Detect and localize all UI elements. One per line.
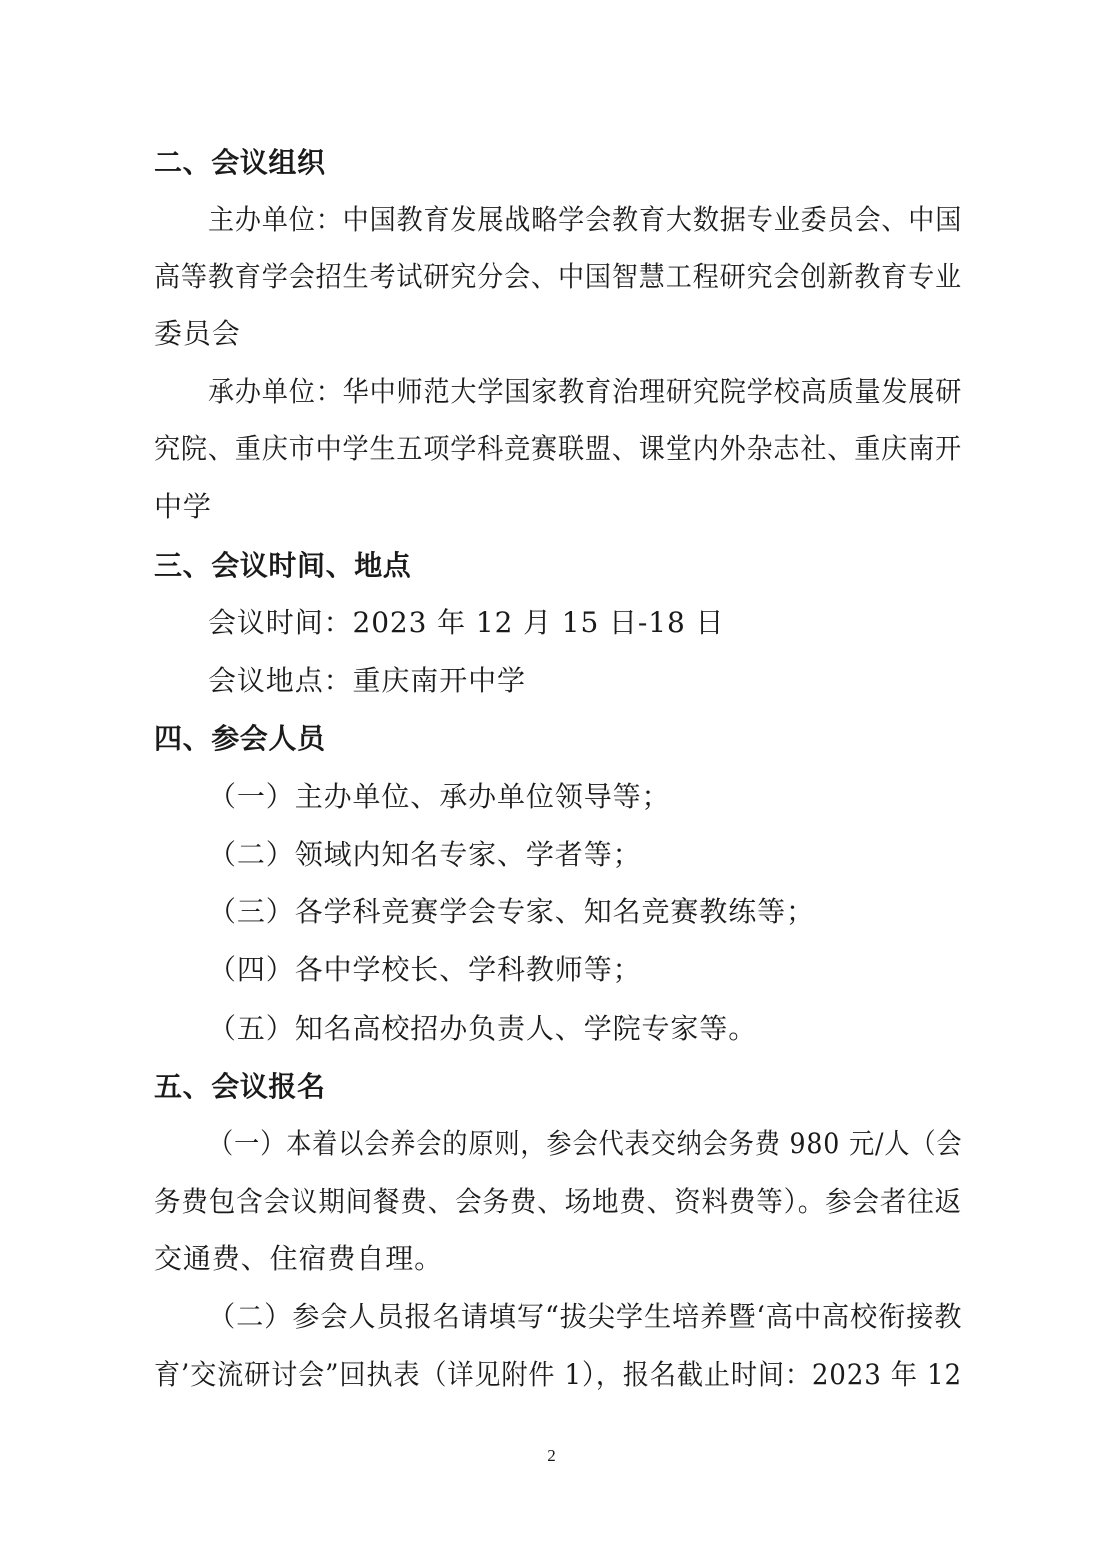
organizer-units-line-3: 中学 bbox=[154, 490, 212, 523]
host-units-line-3: 委员会 bbox=[154, 317, 241, 350]
section-heading-registration: 五、会议报名 bbox=[154, 1070, 326, 1103]
host-units-line-2: 高等教育学会招生考试研究分会、中国智慧工程研究会创新教育专业 bbox=[154, 260, 962, 293]
meeting-place: 会议地点：重庆南开中学 bbox=[208, 664, 526, 697]
registration-item-1-line-2: 务费包含会议期间餐费、会务费、场地费、资料费等）。参会者往返 bbox=[154, 1185, 962, 1218]
registration-item-2-line-1: （二）参会人员报名请填写“拔尖学生培养暨‘高中高校衔接教 bbox=[208, 1300, 963, 1333]
registration-item-1-line-3: 交通费、住宿费自理。 bbox=[154, 1242, 444, 1275]
attendee-item-1: （一）主办单位、承办单位领导等； bbox=[208, 780, 671, 813]
attendee-item-5: （五）知名高校招办负责人、学院专家等。 bbox=[208, 1012, 758, 1045]
meeting-time: 会议时间：2023 年 12 月 15 日-18 日 bbox=[208, 606, 725, 639]
registration-item-1-line-1: （一）本着以会养会的原则，参会代表交纳会务费 980 元/人（会 bbox=[208, 1127, 963, 1160]
page-number: 2 bbox=[547, 1446, 556, 1465]
section-heading-time-place: 三、会议时间、地点 bbox=[154, 549, 412, 582]
section-heading-attendees: 四、参会人员 bbox=[154, 722, 326, 755]
section-heading-organization: 二、会议组织 bbox=[154, 146, 326, 179]
attendee-item-2: （二）领域内知名专家、学者等； bbox=[208, 838, 642, 871]
organizer-units-line-1: 承办单位：华中师范大学国家教育治理研究院学校高质量发展研 bbox=[208, 375, 963, 408]
host-units-line-1: 主办单位：中国教育发展战略学会教育大数据专业委员会、中国 bbox=[208, 203, 963, 236]
attendee-item-3: （三）各学科竞赛学会专家、知名竞赛教练等； bbox=[208, 895, 815, 928]
organizer-units-line-2: 究院、重庆市中学生五项学科竞赛联盟、课堂内外杂志社、重庆南开 bbox=[154, 432, 962, 465]
registration-item-2-line-2: 育’交流研讨会”回执表（详见附件 1），报名截止时间：2023 年 12 bbox=[154, 1358, 963, 1391]
attendee-item-4: （四）各中学校长、学科教师等； bbox=[208, 953, 642, 986]
